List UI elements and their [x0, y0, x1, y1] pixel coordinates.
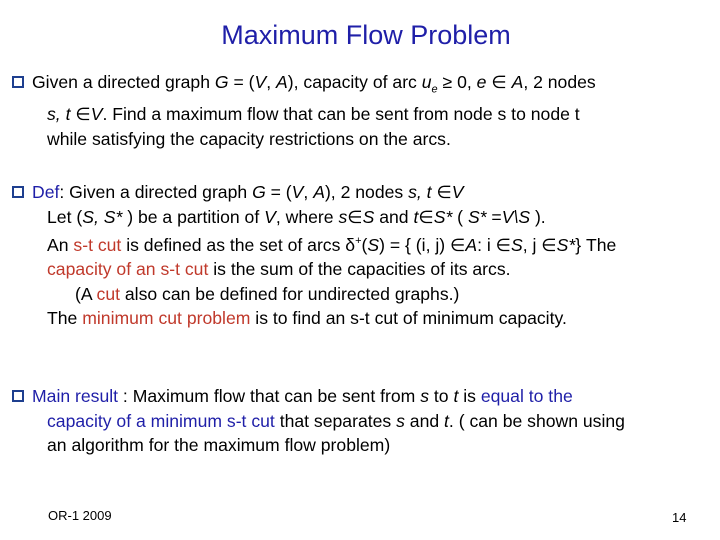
- text: s: [338, 206, 348, 227]
- text: A: [313, 182, 325, 202]
- text: , 2 nodes: [523, 72, 596, 92]
- text: t: [453, 386, 459, 406]
- text: Given a directed graph: [32, 72, 215, 92]
- text: A: [276, 72, 288, 92]
- text: S: [510, 234, 523, 255]
- text: e: [476, 72, 487, 92]
- text: ∈: [70, 104, 91, 125]
- text: s: [420, 386, 429, 406]
- bullet-3-line-1: [12, 384, 712, 409]
- text: =: [486, 206, 502, 227]
- text: G: [214, 72, 229, 92]
- text: A: [511, 72, 524, 92]
- text: ∈: [431, 182, 452, 202]
- text: ,: [303, 182, 314, 202]
- footer-course: OR-1 2009: [48, 508, 112, 523]
- subscript: e: [431, 83, 438, 96]
- text: : Given a directed graph: [59, 182, 253, 202]
- text: S*: [433, 206, 453, 227]
- text: (A: [75, 283, 97, 304]
- text: : i ∈: [477, 234, 511, 255]
- text: (: [361, 234, 368, 255]
- bullet-2-line-5: [12, 282, 712, 307]
- text: ∈: [486, 72, 512, 92]
- hollow-square-bullet-icon: [12, 390, 24, 402]
- text: , j ∈: [522, 234, 557, 255]
- bullet-1-line-3: while satisfying the capacity restrictions on the arcs.: [47, 128, 451, 149]
- text: S: [362, 206, 375, 227]
- bullet-1-line-2: [12, 102, 712, 127]
- text: ).: [530, 206, 546, 227]
- bullet-3: [12, 384, 712, 458]
- bullet-1-line-1: [12, 70, 712, 102]
- text: ), 2 nodes: [324, 182, 409, 202]
- text: V\S: [501, 206, 531, 227]
- text: S*: [556, 234, 576, 255]
- highlight-term: s-t cut: [73, 234, 122, 255]
- hollow-square-bullet-icon: [12, 186, 24, 198]
- text: ≥ 0,: [437, 72, 477, 92]
- page-number: 14: [672, 510, 687, 525]
- text: A: [465, 234, 478, 255]
- text: S*: [467, 206, 487, 227]
- text: : Maximum flow that can be sent from: [118, 386, 421, 406]
- highlight-term: minimum cut problem: [82, 308, 251, 329]
- text: V: [264, 206, 276, 227]
- bullet-2-line-6: [12, 306, 712, 331]
- text: = (: [265, 182, 292, 202]
- text: , where: [275, 206, 339, 227]
- text: . Find a maximum flow that can be sent from node s to node t: [102, 104, 580, 125]
- bullet-1: [12, 70, 712, 151]
- text: V: [90, 104, 103, 125]
- highlight-phrase: equal to the: [480, 386, 573, 406]
- bullet-2-line-3: [12, 229, 712, 257]
- bullet-3-line-2: [12, 409, 712, 434]
- text: = (: [228, 72, 255, 92]
- text: ) = { (i, j) ∈: [379, 234, 466, 255]
- bullet-3-line-3: an algorithm for the maximum flow problem): [47, 435, 391, 455]
- bullet-2-line-4: [12, 257, 712, 282]
- text: also can be defined for undirected graphs.): [120, 283, 460, 304]
- text: V: [291, 182, 304, 202]
- text: G: [252, 182, 266, 202]
- text: ) be a partition of: [122, 206, 265, 227]
- text: The: [47, 308, 83, 329]
- text: V: [451, 182, 464, 202]
- text: S: [367, 234, 380, 255]
- highlight-phrase: capacity of a minimum s-t cut: [47, 410, 275, 431]
- text: . ( can be shown using: [448, 410, 625, 431]
- bullet-2-line-1: [12, 180, 712, 205]
- main-result-label: Main result: [32, 386, 119, 406]
- text: ,: [266, 72, 277, 92]
- text: S, S*: [82, 206, 123, 227]
- bullet-2-line-2: [12, 205, 712, 230]
- highlight-term: cut: [96, 283, 120, 304]
- slide-title: Maximum Flow Problem: [221, 20, 511, 50]
- highlight-term: capacity of an s-t cut: [47, 259, 209, 280]
- text: and: [374, 206, 414, 227]
- text: ∈: [347, 206, 363, 227]
- text: t: [413, 206, 419, 227]
- text: Let (: [47, 206, 83, 227]
- def-label: Def: [32, 182, 60, 202]
- text: is: [458, 386, 481, 406]
- text: An: [47, 234, 74, 255]
- text: s, t: [408, 182, 432, 202]
- text: V: [254, 72, 267, 92]
- text: u: [421, 72, 432, 92]
- text: and: [404, 410, 445, 431]
- text: ∈: [418, 206, 434, 227]
- hollow-square-bullet-icon: [12, 76, 24, 88]
- text: s: [396, 410, 405, 431]
- text: t: [444, 410, 449, 431]
- text: that separates: [274, 410, 397, 431]
- text: is the sum of the capacities of its arcs.: [208, 259, 511, 280]
- text: (: [452, 206, 468, 227]
- text: is to find an s-t cut of minimum capacity.: [250, 308, 567, 329]
- text: ), capacity of arc: [287, 72, 422, 92]
- text: } The: [575, 234, 617, 255]
- text: s, t: [47, 104, 71, 125]
- text: to: [428, 386, 454, 406]
- bullet-2: [12, 180, 712, 331]
- superscript: +: [355, 235, 362, 247]
- text: is defined as the set of arcs δ: [121, 234, 356, 255]
